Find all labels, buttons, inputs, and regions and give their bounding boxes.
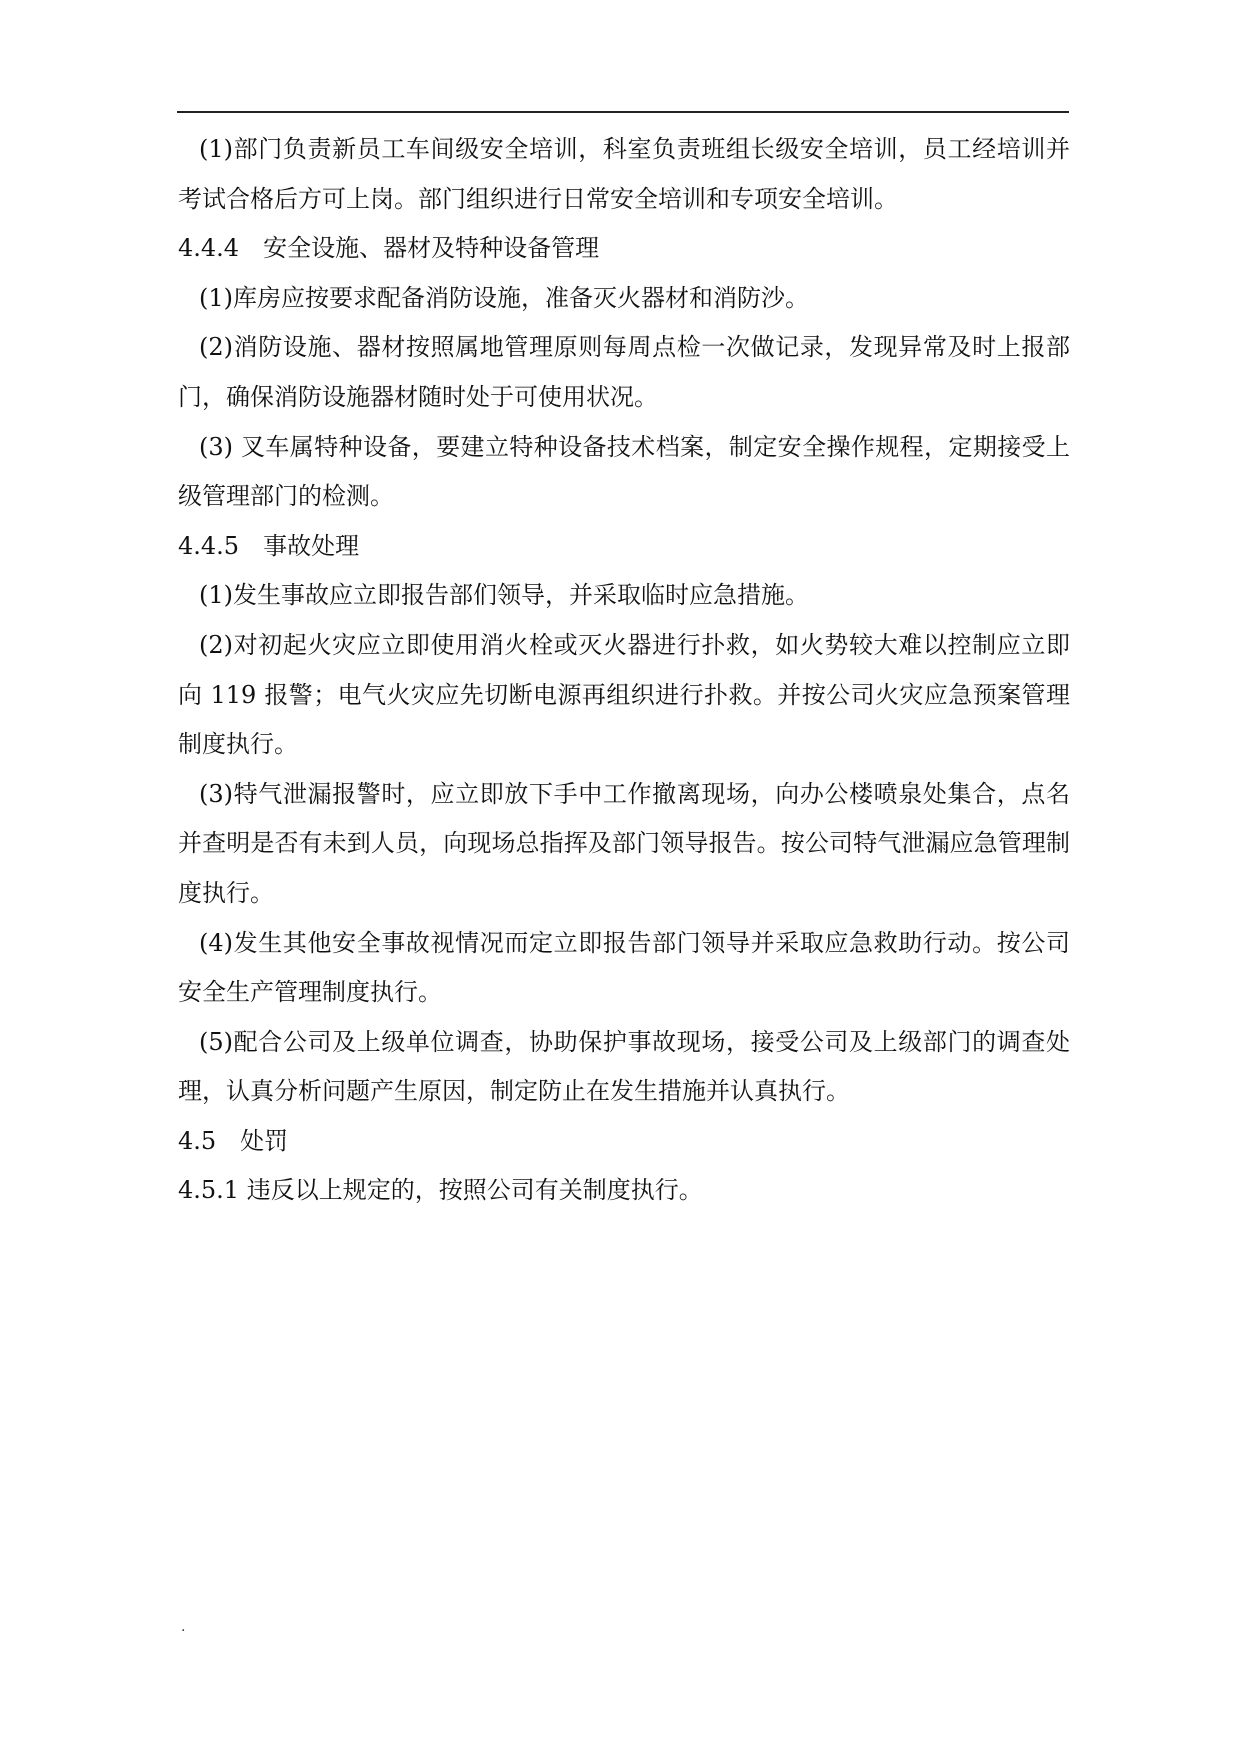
paragraph-fire-inspection: (2)消防设施、器材按照属地管理原则每周点检一次做记录，发现异常及时上报部门，确保消防设施器材随时处于可使用状况。 <box>178 333 1070 411</box>
paragraph-fire-facilities: (1)库房应按要求配备消防设施，准备灭火器材和消防沙。 <box>199 283 809 312</box>
paragraph-fire-response: (2)对初起火灾应立即使用消火栓或灭火器进行扑救，如火势较大难以控制应立即向 119 报警；电气火灾应先切断电源再组织进行扑救。并按公司火灾应急预案管理制度执行。 <box>178 630 1070 759</box>
paragraph-forklift: (3) 叉车属特种设备，要建立特种设备技术档案，制定安全操作规程，定期接受上级管理部门的检测。 <box>178 432 1070 511</box>
paragraph-training: (1)部门负责新员工车间级安全培训，科室负责班组长级安全培训，员工经培训并考试合格后方可上岗。部门组织进行日常安全培训和专项安全培训。 <box>178 135 1070 213</box>
paragraph-gas-leak: (3)特气泄漏报警时，应立即放下手中工作撤离现场，向办公楼喷泉处集合，点名并查明是否有未到人员，向现场总指挥及部门领导报告。按公司特气泄漏应急管理制度执行。 <box>178 779 1070 907</box>
section-heading-4-4-4: 4.4.4 安全设施、器材及特种设备管理 <box>178 234 600 263</box>
paragraph-investigation: (5)配合公司及上级单位调查，协助保护事故现场，接受公司及上级部门的调查处理，认真分析问题产生原因，制定防止在发生措施并认真执行。 <box>178 1027 1070 1106</box>
header-rule <box>177 111 1069 113</box>
document-body <box>178 125 1070 1216</box>
footer-mark: . <box>181 1619 186 1635</box>
section-heading-4-5: 4.5 处罚 <box>178 1126 289 1155</box>
paragraph-other-accidents: (4)发生其他安全事故视情况而定立即报告部门领导并采取应急救助行动。按公司安全生产管理制度执行。 <box>178 928 1070 1007</box>
section-heading-4-5-1: 4.5.1 违反以上规定的，按照公司有关制度执行。 <box>178 1176 703 1205</box>
paragraph-accident-report: (1)发生事故应立即报告部们领导，并采取临时应急措施。 <box>199 581 809 610</box>
section-heading-4-4-5: 4.4.5 事故处理 <box>178 531 360 560</box>
